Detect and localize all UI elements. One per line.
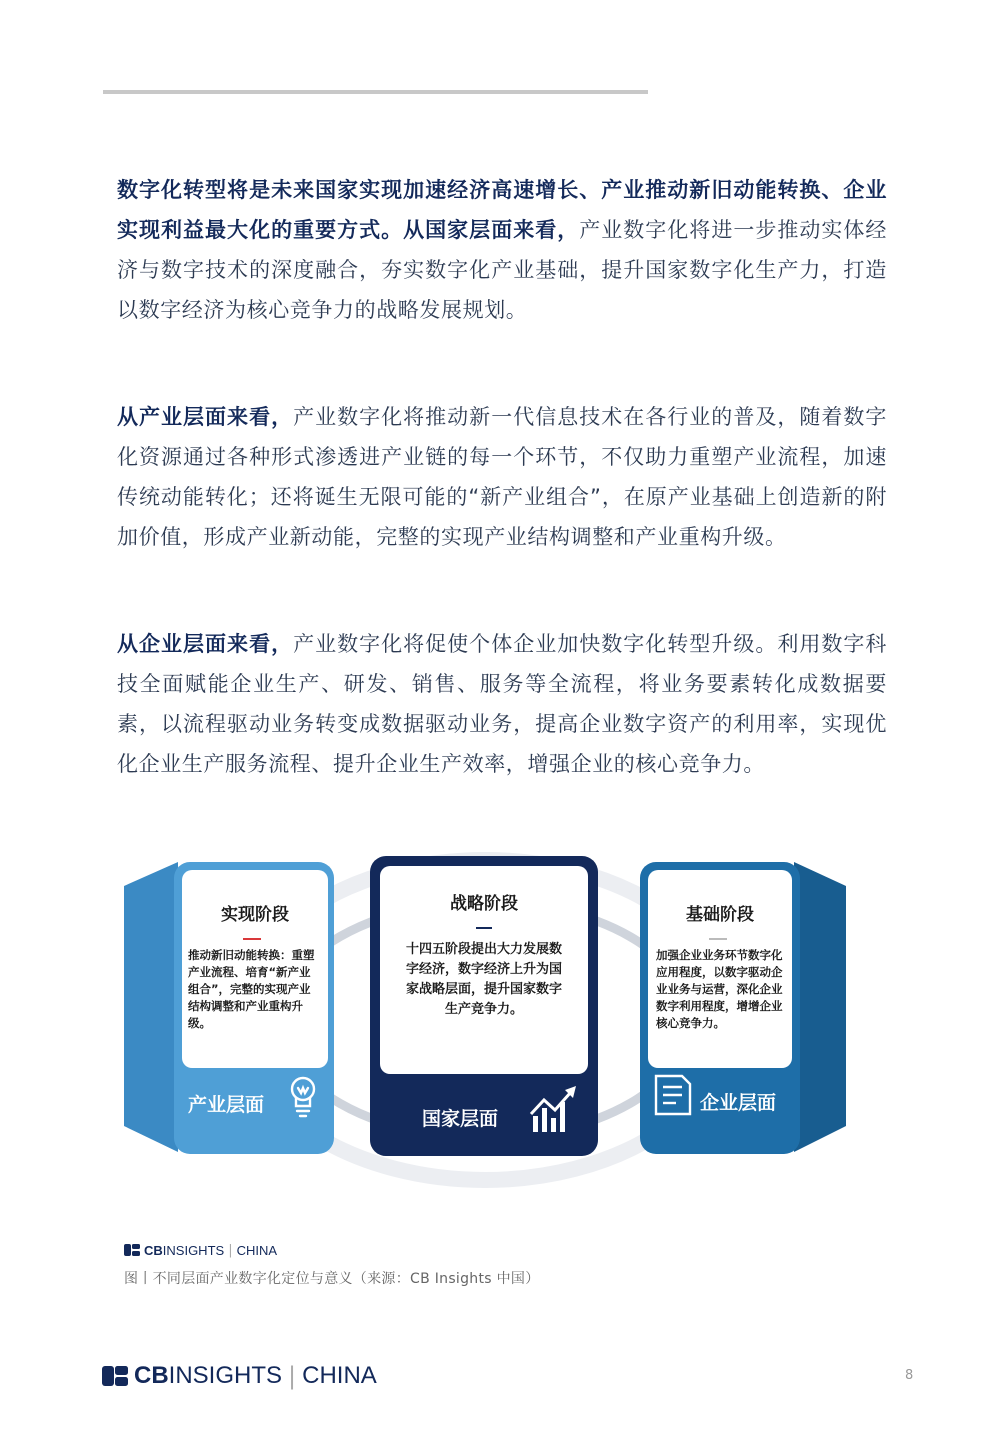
- cb-logo-mark-icon: [102, 1366, 128, 1386]
- paragraph-body: 产业数字化将促使个体企业加快数字化转型升级。利用数字科技全面赋能企业生产、研发、销售、服务等全流程，将业务要素转化成数据要素，以流程驱动业务转变成数据驱动业务，提高企业数字资产的利用率，实现优化企业生产服务流程、提升企业生产效率，增强企业的核心竞争力。: [117, 632, 887, 776]
- logo-insights: INSIGHTS: [162, 1242, 225, 1258]
- paragraph-lead: 从产业层面来看，: [117, 405, 294, 429]
- paragraph-enterprise: [117, 624, 887, 784]
- card-enterprise-content: [648, 900, 792, 925]
- card-title: 战略阶段: [450, 894, 518, 914]
- card-label: 企业层面: [700, 1092, 777, 1114]
- paragraph-body: 产业数字化将推动新一代信息技术在各行业的普及，随着数字化资源通过各种形式渗透进产业链的每一个环节，不仅助力重塑产业流程，加速传统动能转化；还将诞生无限可能的“新产业组合”，在原产业基础上创造新的附加价值，形成产业新动能，完整的实现产业结构调整和产业重构升级。: [117, 405, 887, 549]
- paragraph-lead: 从企业层面来看，: [117, 632, 294, 656]
- footer-logo: [102, 1362, 377, 1390]
- source-logo: [124, 1242, 277, 1258]
- logo-separator: |: [288, 1362, 297, 1390]
- card-label: 产业层面: [188, 1094, 265, 1116]
- paragraph-national: [117, 170, 887, 330]
- card-description: 加强企业业务环节数字化应用程度，以数字驱动企业业务与运营，深化企业数字利用程度，增增企业核心竞争力。: [656, 948, 783, 1030]
- logo-insights: INSIGHTS: [168, 1362, 283, 1389]
- card-description: 十四五阶段提出大力发展数字经济，数字经济上升为国家战略层面，提升国家数字生产竞争力。: [405, 942, 562, 1017]
- card-industry-content: [182, 900, 328, 925]
- logo-china: CHINA: [236, 1242, 278, 1258]
- card-title: 实现阶段: [221, 905, 289, 925]
- page-number: 8: [905, 1368, 914, 1383]
- paragraph-industry: [117, 397, 887, 557]
- card-label: 国家层面: [422, 1108, 499, 1130]
- card-description: 推动新旧动能转换：重塑产业流程、培育“新产业组合”，完整的实现产业结构调整和产业重构升级。: [188, 948, 315, 1030]
- cb-logo-mark-icon: [124, 1244, 140, 1256]
- paragraph-body: 产业数字化将进一步推动实体经济与数字技术的深度融合，夯实数字化产业基础，提升国家数字化生产力，打造以数字经济为核心竞争力的战略发展规划。: [117, 218, 887, 322]
- title-underline: [243, 938, 261, 940]
- title-underline: [709, 938, 727, 940]
- figure-caption: 图丨不同层面产业数字化定位与意义（来源：CB Insights 中国）: [124, 1271, 540, 1287]
- logo-cb: CB: [134, 1362, 169, 1389]
- paragraph-lead: 数字化转型将是未来国家实现加速经济高速增长、产业推动新旧动能转换、企业实现利益最大化的重要方式。从国家层面来看，: [117, 178, 887, 242]
- top-divider: [103, 90, 648, 94]
- logo-separator: |: [228, 1242, 233, 1258]
- digitalization-levels-figure: [110, 800, 870, 1220]
- logo-china: CHINA: [302, 1362, 377, 1389]
- card-national-content: [380, 889, 588, 914]
- title-underline: [476, 927, 492, 929]
- logo-cb: CB: [144, 1242, 163, 1258]
- card-title: 基础阶段: [686, 905, 754, 925]
